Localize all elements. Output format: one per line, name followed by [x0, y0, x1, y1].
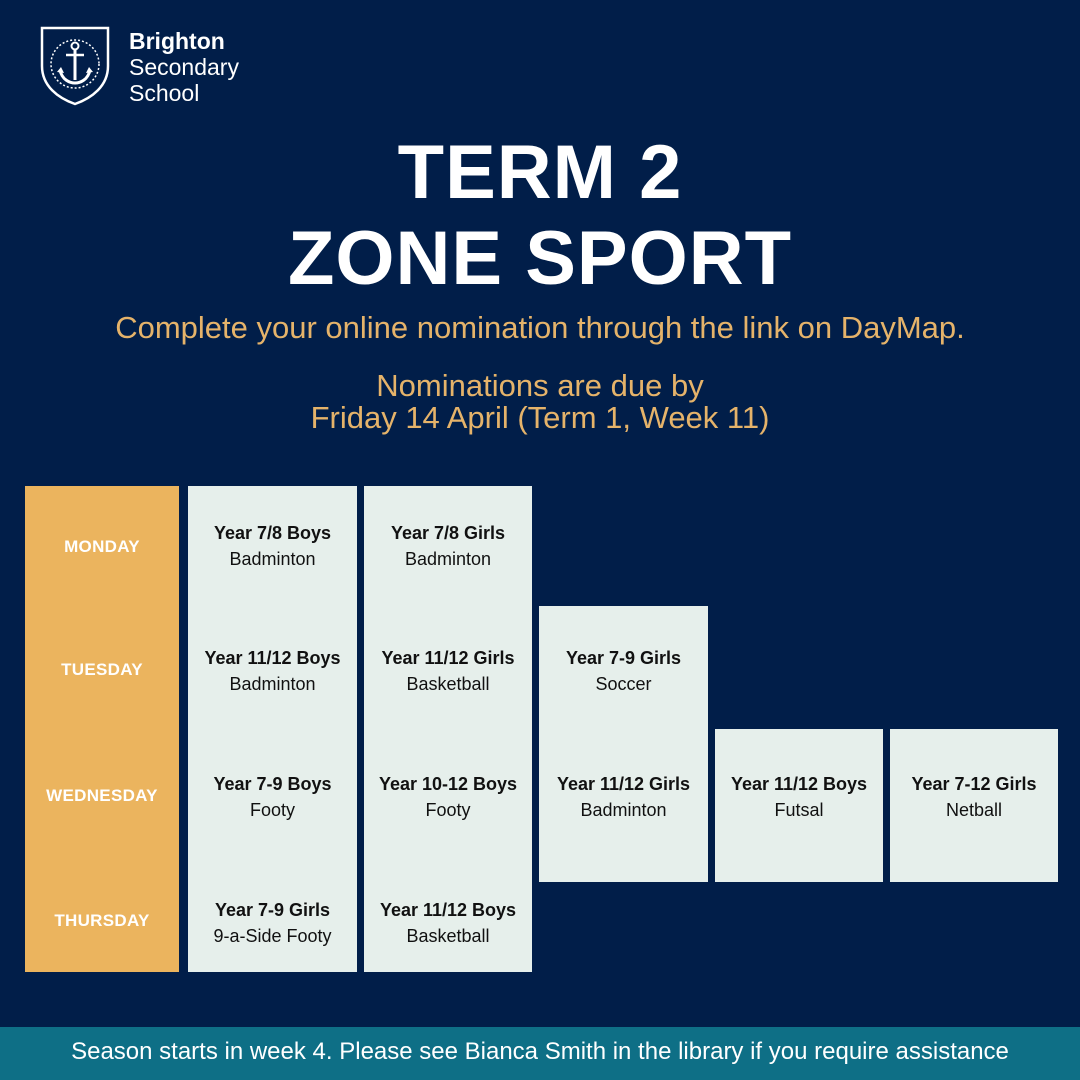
sport-name: Badminton: [229, 549, 316, 569]
school-name-line2: Secondary: [129, 54, 239, 80]
due-date-notice: [0, 370, 1080, 434]
day-label-tuesday: TUESDAY: [61, 660, 143, 679]
sport-name: Basketball: [406, 674, 490, 694]
day-label-wednesday: WEDNESDAY: [46, 786, 158, 805]
team-name: Year 10-12 Boys: [378, 774, 518, 794]
team-name: Year 7-9 Girls: [565, 648, 682, 668]
sport-name: Futsal: [774, 800, 824, 820]
sport-name: Badminton: [404, 549, 492, 569]
due-line1: Nominations are due by: [376, 368, 704, 403]
footer-text: Season starts in week 4. Please see Bianca Smith in the library if you require assistance: [71, 1038, 1009, 1065]
schedule-entry: [188, 645, 357, 697]
schedule-entry: [364, 645, 532, 697]
sport-name: Netball: [945, 800, 1003, 820]
school-name: [129, 28, 239, 106]
sport-name: Footy: [249, 800, 296, 820]
nomination-instructions: Complete your online nomination through the link on DayMap.: [115, 310, 965, 345]
page-title: [0, 130, 1080, 302]
school-crest-logo: [38, 22, 112, 106]
sport-name: Soccer: [595, 674, 652, 694]
sport-name: 9-a-Side Footy: [213, 926, 332, 946]
day-label-monday: MONDAY: [64, 537, 140, 556]
schedule-entry: [364, 897, 532, 949]
schedule-entry: [364, 520, 532, 572]
school-name-line1: Brighton: [129, 28, 225, 54]
due-line2: Friday 14 April (Term 1, Week 11): [310, 400, 770, 435]
schedule-entry: [890, 771, 1058, 823]
day-column: [25, 486, 179, 972]
title-line1: TERM 2: [397, 130, 683, 215]
footer-banner: [0, 1027, 1080, 1080]
schedule-entry: [364, 771, 532, 823]
schedule-entry: [539, 771, 708, 823]
sport-name: Footy: [425, 800, 471, 820]
sport-name: Badminton: [229, 674, 316, 694]
team-name: Year 7-12 Girls: [911, 774, 1037, 794]
sport-name: Basketball: [406, 926, 490, 946]
schedule-entry: [188, 771, 357, 823]
team-name: Year 7-9 Boys: [213, 774, 332, 794]
team-name: Year 11/12 Boys: [204, 648, 341, 668]
team-name: Year 7-9 Girls: [214, 900, 331, 920]
schedule-entry: [188, 897, 357, 949]
team-name: Year 11/12 Girls: [381, 648, 515, 668]
schedule-entry: [539, 645, 708, 697]
day-label-thursday: THURSDAY: [54, 911, 150, 930]
team-name: Year 11/12 Girls: [556, 774, 691, 794]
team-name: Year 11/12 Boys: [730, 774, 868, 794]
school-name-line3: School: [129, 80, 200, 106]
schedule-entry: [715, 771, 883, 823]
sport-name: Badminton: [580, 800, 667, 820]
title-line2: ZONE SPORT: [287, 216, 793, 301]
team-name: Year 7/8 Girls: [390, 523, 506, 543]
team-name: Year 7/8 Boys: [213, 523, 332, 543]
schedule-entry: [188, 520, 357, 572]
team-name: Year 11/12 Boys: [379, 900, 517, 920]
